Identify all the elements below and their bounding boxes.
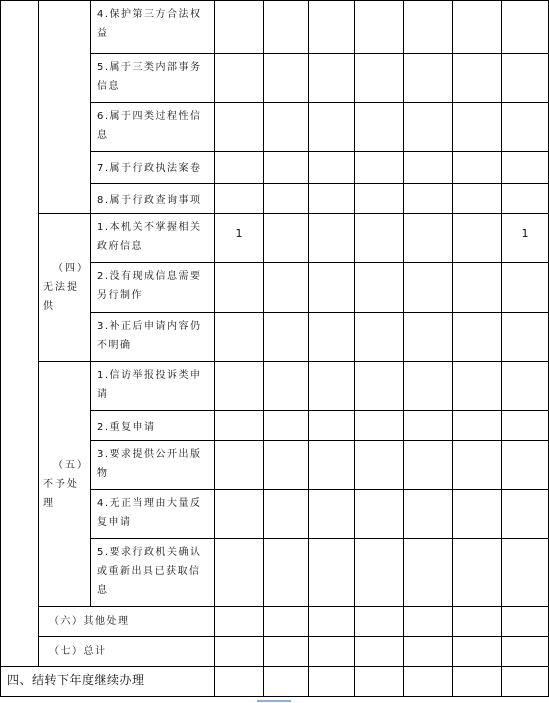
row-label: 5.要求行政机关确认或重新出具已获取信息 [91, 539, 215, 607]
value-cell [309, 539, 355, 607]
row-label: 7.属于行政执法案卷 [91, 152, 215, 184]
value-cell [264, 637, 309, 667]
value-cell [355, 54, 404, 103]
value-cell [404, 539, 453, 607]
value-cell [264, 441, 309, 490]
value-cell [453, 1, 502, 54]
value-cell [264, 214, 309, 263]
value-cell [355, 313, 404, 362]
value-cell [453, 54, 502, 103]
value-cell [264, 313, 309, 362]
value-cell [309, 637, 355, 667]
selection-marker [257, 700, 291, 702]
value-cell [502, 313, 549, 362]
value-cell [453, 607, 502, 637]
value-cell [453, 103, 502, 152]
value-cell [502, 607, 549, 637]
value-cell [355, 637, 404, 667]
value-cell [355, 667, 404, 697]
value-cell [355, 214, 404, 263]
value-cell [215, 411, 264, 441]
value-cell [453, 184, 502, 214]
value-cell [404, 103, 453, 152]
value-cell [453, 637, 502, 667]
value-cell [309, 607, 355, 637]
value-cell [355, 1, 404, 54]
value-cell [355, 184, 404, 214]
row-label: 4.无正当理由大量反复申请 [91, 490, 215, 539]
value-cell [355, 263, 404, 313]
value-cell [502, 54, 549, 103]
value-cell [309, 1, 355, 54]
row-label: 3.要求提供公开出版物 [91, 441, 215, 490]
group-title: 无法提供 [43, 282, 79, 312]
table-row [1, 1, 549, 54]
value-cell [404, 313, 453, 362]
value-cell [264, 103, 309, 152]
row-label-total: （七）总计 [39, 637, 215, 667]
value-cell [355, 441, 404, 490]
value-cell [215, 54, 264, 103]
value-cell [502, 539, 549, 607]
row-label: 2.重复申请 [91, 411, 215, 441]
value-cell [309, 490, 355, 539]
value-cell [309, 184, 355, 214]
value-cell [215, 263, 264, 313]
value-cell [453, 667, 502, 697]
section-title-carry-over: 四、结转下年度继续办理 [1, 667, 215, 697]
value-cell [355, 411, 404, 441]
value-cell [502, 667, 549, 697]
value-cell [215, 667, 264, 697]
value-cell [215, 313, 264, 362]
table-row [1, 607, 549, 637]
value-cell [453, 362, 502, 411]
row-label: 8.属于行政查询事项 [91, 184, 215, 214]
value-cell [404, 184, 453, 214]
value-cell [453, 490, 502, 539]
value-cell [215, 490, 264, 539]
value-cell [502, 152, 549, 184]
value-cell [309, 103, 355, 152]
value-cell [309, 362, 355, 411]
value-cell [502, 263, 549, 313]
value-cell [309, 441, 355, 490]
value-cell [309, 214, 355, 263]
row-label: 1.本机关不掌握相关政府信息 [91, 214, 215, 263]
value-cell [264, 1, 309, 54]
value-cell [404, 152, 453, 184]
table-row [1, 362, 549, 411]
group-label-cannot-provide [39, 214, 91, 362]
group-title: 不予处理 [43, 478, 79, 509]
value-cell [453, 313, 502, 362]
value-cell [215, 152, 264, 184]
value-cell [404, 441, 453, 490]
value-cell [453, 411, 502, 441]
row-label-other-handling: （六）其他处理 [39, 607, 215, 637]
value-cell [404, 54, 453, 103]
row-label: 1.信访举报投诉类申请 [91, 362, 215, 411]
row-label: 4.保护第三方合法权益 [91, 1, 215, 54]
value-cell [215, 1, 264, 54]
group-label-not-processed [39, 362, 91, 607]
row-label: 2.没有现成信息需要另行制作 [91, 263, 215, 313]
group-number: （五） [53, 459, 89, 471]
value-cell [404, 411, 453, 441]
value-cell [309, 313, 355, 362]
value-cell [264, 667, 309, 697]
value-cell [264, 411, 309, 441]
value-cell [309, 411, 355, 441]
value-cell [264, 263, 309, 313]
value-cell [453, 441, 502, 490]
value-cell [309, 54, 355, 103]
value-cell [502, 103, 549, 152]
value-cell [502, 441, 549, 490]
value-cell [215, 637, 264, 667]
value-cell [215, 184, 264, 214]
value-cell [309, 667, 355, 697]
table-row [1, 667, 549, 697]
value-cell [502, 490, 549, 539]
outer-group-cell [1, 1, 39, 667]
value-cell [264, 607, 309, 637]
value-cell [453, 152, 502, 184]
value-cell [355, 362, 404, 411]
value-cell [215, 441, 264, 490]
value-cell [264, 54, 309, 103]
value-cell [404, 607, 453, 637]
value-cell [264, 362, 309, 411]
row-label: 6.属于四类过程性信息 [91, 103, 215, 152]
group-cell-continued [39, 1, 91, 214]
value-cell [404, 214, 453, 263]
value-cell-total: 1 [502, 214, 549, 263]
table-row [1, 214, 549, 263]
value-cell [215, 362, 264, 411]
value-cell [453, 263, 502, 313]
value-cell [404, 1, 453, 54]
value-cell [355, 152, 404, 184]
value-cell [453, 214, 502, 263]
value-cell [309, 263, 355, 313]
value-cell [502, 637, 549, 667]
value-cell [502, 184, 549, 214]
value-cell [355, 539, 404, 607]
value-cell [355, 490, 404, 539]
value-cell [264, 184, 309, 214]
table-row [1, 637, 549, 667]
value-cell [215, 607, 264, 637]
value-cell [264, 490, 309, 539]
value-cell [355, 607, 404, 637]
value-cell [264, 539, 309, 607]
value-cell [309, 152, 355, 184]
value-cell [404, 667, 453, 697]
row-label: 3.补正后申请内容仍不明确 [91, 313, 215, 362]
value-cell [215, 539, 264, 607]
value-cell: 1 [215, 214, 264, 263]
value-cell [355, 103, 404, 152]
value-cell [502, 411, 549, 441]
value-cell [404, 362, 453, 411]
value-cell [502, 362, 549, 411]
value-cell [453, 539, 502, 607]
value-cell [404, 490, 453, 539]
row-label: 5.属于三类内部事务信息 [91, 54, 215, 103]
value-cell [264, 152, 309, 184]
value-cell [404, 263, 453, 313]
value-cell [404, 637, 453, 667]
value-cell [215, 103, 264, 152]
value-cell [502, 1, 549, 54]
group-number: （四） [53, 263, 89, 274]
